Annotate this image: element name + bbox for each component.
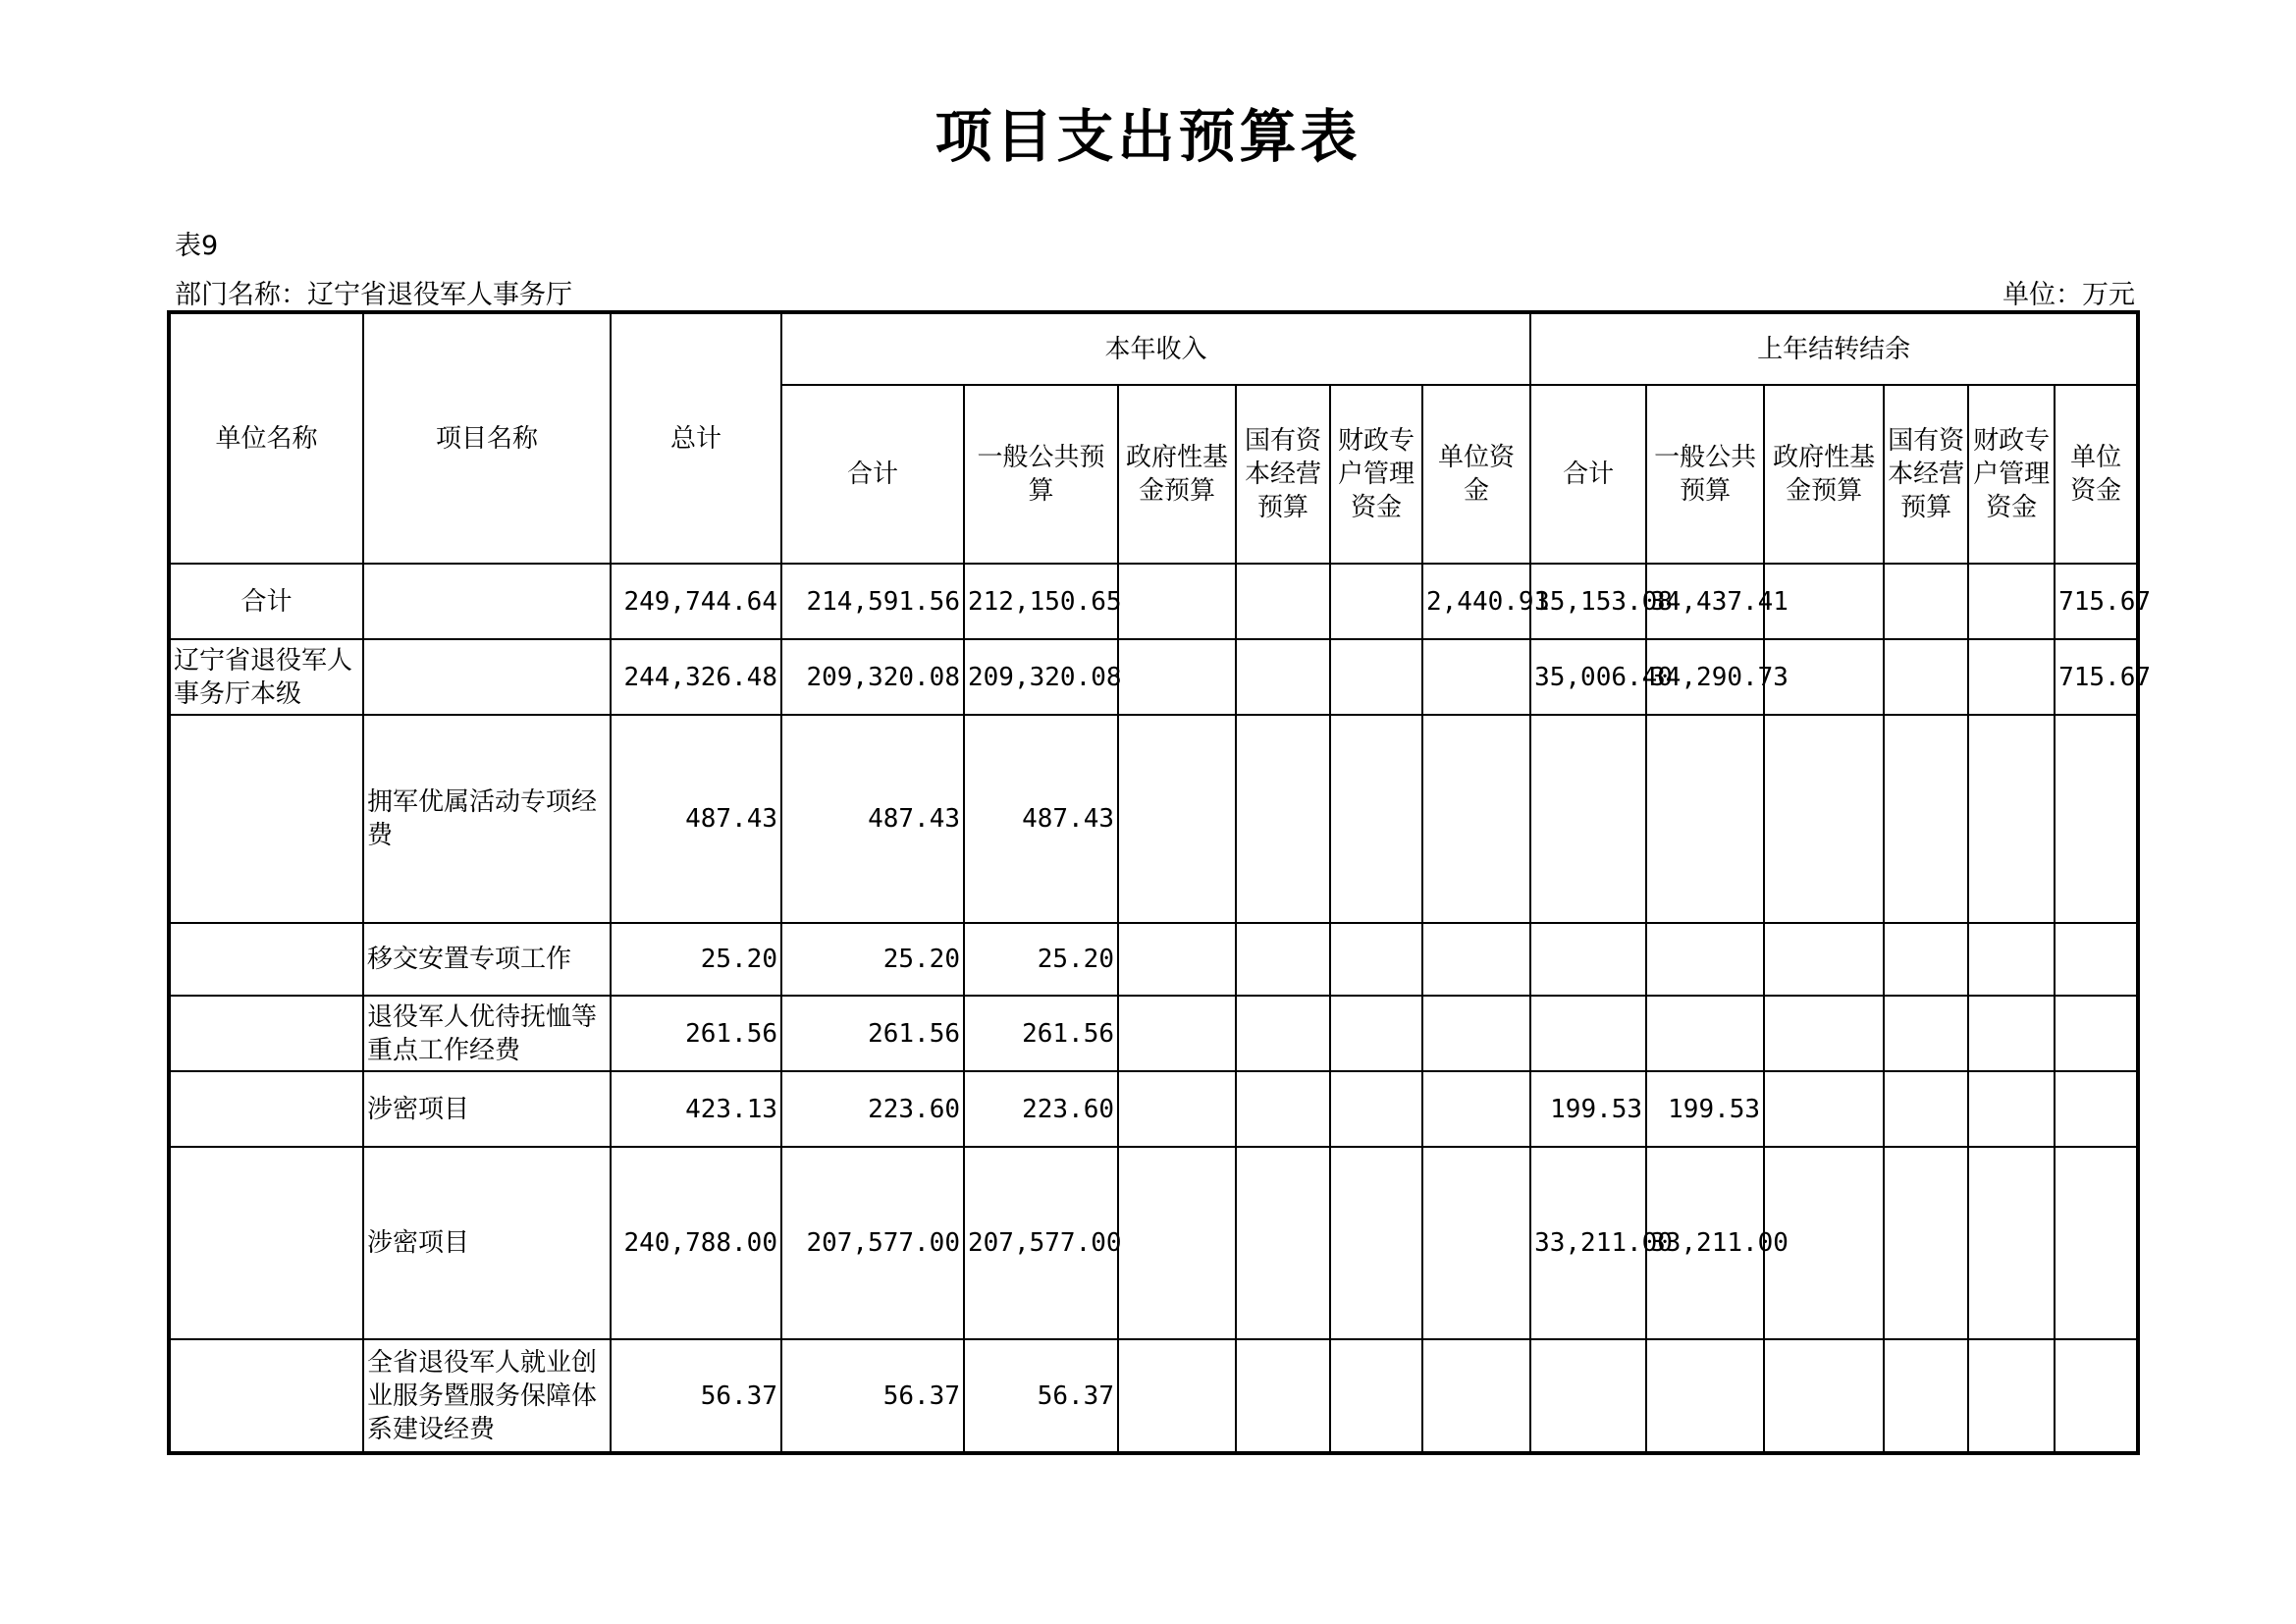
cell-cy-gov-fund xyxy=(1118,715,1236,923)
table-row xyxy=(169,1071,2138,1147)
cell-cy-unit-fund xyxy=(1422,715,1530,923)
budget-table xyxy=(167,310,2151,1455)
cell-py-general: 199.53 xyxy=(1646,1071,1764,1147)
table-number: 表9 xyxy=(175,231,219,261)
cell-py-unit-fund xyxy=(2055,715,2138,923)
cell-cy-state-capital xyxy=(1236,1339,1330,1453)
cell-cy-state-capital xyxy=(1236,923,1330,996)
cell-cy-unit-fund xyxy=(1422,1147,1530,1339)
cell-py-state-capital xyxy=(1884,1071,1968,1147)
cell-py-total xyxy=(1530,1339,1646,1453)
cell-py-general: 33,211.00 xyxy=(1646,1147,1764,1339)
cell-total: 249,744.64 xyxy=(611,564,781,639)
cell-py-state-capital xyxy=(1884,639,1968,715)
cell-py-unit-fund xyxy=(2055,923,2138,996)
cell-cy-total: 56.37 xyxy=(781,1339,964,1453)
cell-unit xyxy=(169,1339,363,1453)
cell-unit: 辽宁省退役军人事务厅本级 xyxy=(169,639,363,715)
cell-cy-unit-fund: 2,440.91 xyxy=(1422,564,1530,639)
cell-py-total: 33,211.00 xyxy=(1530,1147,1646,1339)
cell-cy-general: 25.20 xyxy=(964,923,1118,996)
cell-total: 240,788.00 xyxy=(611,1147,781,1339)
cell-py-general: 34,290.73 xyxy=(1646,639,1764,715)
header-total: 总计 xyxy=(611,312,781,564)
cell-py-fiscal-special xyxy=(1968,996,2055,1071)
cell-total: 25.20 xyxy=(611,923,781,996)
header-unit-name: 单位名称 xyxy=(169,312,363,564)
cell-py-total xyxy=(1530,923,1646,996)
cell-py-general xyxy=(1646,996,1764,1071)
cell-unit xyxy=(169,1071,363,1147)
cell-cy-general: 56.37 xyxy=(964,1339,1118,1453)
cell-py-unit-fund xyxy=(2055,996,2138,1071)
cell-py-state-capital xyxy=(1884,1339,1968,1453)
cell-py-state-capital xyxy=(1884,1147,1968,1339)
cell-py-fiscal-special xyxy=(1968,639,2055,715)
cell-cy-state-capital xyxy=(1236,1071,1330,1147)
cell-py-total xyxy=(1530,715,1646,923)
header-cy-unit-fund: 单位资金 xyxy=(1422,385,1530,564)
cell-unit xyxy=(169,996,363,1071)
cell-cy-unit-fund xyxy=(1422,1071,1530,1147)
cell-cy-state-capital xyxy=(1236,715,1330,923)
header-py-state-capital: 国有资本经营预算 xyxy=(1884,385,1968,564)
header-cy-fiscal-special: 财政专户管理资金 xyxy=(1330,385,1422,564)
cell-cy-gov-fund xyxy=(1118,1071,1236,1147)
cell-cy-total: 207,577.00 xyxy=(781,1147,964,1339)
cell-cy-general: 487.43 xyxy=(964,715,1118,923)
cell-cy-total: 25.20 xyxy=(781,923,964,996)
cell-cy-gov-fund xyxy=(1118,923,1236,996)
cell-py-unit-fund xyxy=(2055,1071,2138,1147)
cell-project: 涉密项目 xyxy=(363,1147,611,1339)
cell-cy-total: 223.60 xyxy=(781,1071,964,1147)
cell-py-total: 199.53 xyxy=(1530,1071,1646,1147)
cell-py-gov-fund xyxy=(1764,923,1884,996)
cell-cy-fiscal-special xyxy=(1330,1339,1422,1453)
cell-total: 487.43 xyxy=(611,715,781,923)
cell-project: 拥军优属活动专项经费 xyxy=(363,715,611,923)
cell-cy-total: 209,320.08 xyxy=(781,639,964,715)
cell-py-general xyxy=(1646,715,1764,923)
cell-cy-fiscal-special xyxy=(1330,715,1422,923)
cell-py-total xyxy=(1530,996,1646,1071)
cell-unit xyxy=(169,715,363,923)
cell-cy-general: 212,150.65 xyxy=(964,564,1118,639)
cell-cy-unit-fund xyxy=(1422,996,1530,1071)
header-py-fiscal-special: 财政专户管理资金 xyxy=(1968,385,2055,564)
header-cy-gov-fund: 政府性基金预算 xyxy=(1118,385,1236,564)
cell-project: 全省退役军人就业创业服务暨服务保障体系建设经费 xyxy=(363,1339,611,1453)
cell-cy-gov-fund xyxy=(1118,564,1236,639)
header-cy-total: 合计 xyxy=(781,385,964,564)
header-current-year: 本年收入 xyxy=(781,312,1530,385)
cell-cy-general: 223.60 xyxy=(964,1071,1118,1147)
cell-cy-unit-fund xyxy=(1422,1339,1530,1453)
cell-project xyxy=(363,639,611,715)
table-row xyxy=(169,1147,2138,1339)
cell-py-general xyxy=(1646,923,1764,996)
header-py-general: 一般公共预算 xyxy=(1646,385,1764,564)
cell-py-unit-fund: 715.67 xyxy=(2055,639,2138,715)
cell-py-state-capital xyxy=(1884,564,1968,639)
cell-total: 244,326.48 xyxy=(611,639,781,715)
cell-py-gov-fund xyxy=(1764,996,1884,1071)
cell-py-fiscal-special xyxy=(1968,1071,2055,1147)
header-prior-year: 上年结转结余 xyxy=(1530,312,2138,385)
cell-project: 退役军人优待抚恤等重点工作经费 xyxy=(363,996,611,1071)
cell-py-unit-fund xyxy=(2055,1339,2138,1453)
cell-cy-unit-fund xyxy=(1422,923,1530,996)
table-row xyxy=(169,923,2138,996)
header-project-name: 项目名称 xyxy=(363,312,611,564)
header-py-gov-fund: 政府性基金预算 xyxy=(1764,385,1884,564)
table-row xyxy=(169,564,2138,639)
cell-cy-gov-fund xyxy=(1118,1339,1236,1453)
unit-label: 单位：万元 xyxy=(2002,280,2135,310)
cell-py-unit-fund xyxy=(2055,1147,2138,1339)
cell-py-fiscal-special xyxy=(1968,715,2055,923)
header-cy-state-capital: 国有资本经营预算 xyxy=(1236,385,1330,564)
table-row xyxy=(169,996,2138,1071)
cell-py-fiscal-special xyxy=(1968,923,2055,996)
cell-py-unit-fund: 715.67 xyxy=(2055,564,2138,639)
cell-cy-fiscal-special xyxy=(1330,996,1422,1071)
cell-py-fiscal-special xyxy=(1968,1147,2055,1339)
cell-cy-gov-fund xyxy=(1118,1147,1236,1339)
cell-cy-state-capital xyxy=(1236,564,1330,639)
cell-total: 423.13 xyxy=(611,1071,781,1147)
cell-py-gov-fund xyxy=(1764,1339,1884,1453)
cell-cy-fiscal-special xyxy=(1330,1147,1422,1339)
department-name: 部门名称：辽宁省退役军人事务厅 xyxy=(175,280,572,310)
cell-py-fiscal-special xyxy=(1968,1339,2055,1453)
cell-cy-fiscal-special xyxy=(1330,564,1422,639)
cell-unit: 合计 xyxy=(169,564,363,639)
cell-cy-fiscal-special xyxy=(1330,1071,1422,1147)
cell-cy-state-capital xyxy=(1236,1147,1330,1339)
cell-py-total: 35,006.40 xyxy=(1530,639,1646,715)
cell-project: 移交安置专项工作 xyxy=(363,923,611,996)
table-row xyxy=(169,639,2138,715)
cell-py-state-capital xyxy=(1884,715,1968,923)
cell-unit xyxy=(169,1147,363,1339)
cell-py-gov-fund xyxy=(1764,715,1884,923)
table-row xyxy=(169,1339,2138,1453)
cell-py-gov-fund xyxy=(1764,1071,1884,1147)
cell-py-general xyxy=(1646,1339,1764,1453)
page-title: 项目支出预算表 xyxy=(934,103,1362,170)
header-cy-general: 一般公共预算 xyxy=(964,385,1118,564)
cell-cy-state-capital xyxy=(1236,996,1330,1071)
header-py-unit-fund: 单位资金 xyxy=(2055,385,2138,564)
cell-unit xyxy=(169,923,363,996)
cell-cy-state-capital xyxy=(1236,639,1330,715)
cell-py-general: 34,437.41 xyxy=(1646,564,1764,639)
cell-cy-total: 487.43 xyxy=(781,715,964,923)
cell-py-state-capital xyxy=(1884,923,1968,996)
table-row xyxy=(169,715,2138,923)
cell-project xyxy=(363,564,611,639)
cell-cy-fiscal-special xyxy=(1330,639,1422,715)
cell-py-state-capital xyxy=(1884,996,1968,1071)
cell-cy-general: 209,320.08 xyxy=(964,639,1118,715)
cell-project: 涉密项目 xyxy=(363,1071,611,1147)
cell-cy-total: 214,591.56 xyxy=(781,564,964,639)
cell-cy-unit-fund xyxy=(1422,639,1530,715)
cell-cy-gov-fund xyxy=(1118,996,1236,1071)
cell-py-total: 35,153.08 xyxy=(1530,564,1646,639)
cell-cy-fiscal-special xyxy=(1330,923,1422,996)
cell-total: 261.56 xyxy=(611,996,781,1071)
cell-cy-total: 261.56 xyxy=(781,996,964,1071)
cell-cy-general: 261.56 xyxy=(964,996,1118,1071)
cell-cy-gov-fund xyxy=(1118,639,1236,715)
cell-cy-general: 207,577.00 xyxy=(964,1147,1118,1339)
cell-total: 56.37 xyxy=(611,1339,781,1453)
cell-py-fiscal-special xyxy=(1968,564,2055,639)
header-py-total: 合计 xyxy=(1530,385,1646,564)
